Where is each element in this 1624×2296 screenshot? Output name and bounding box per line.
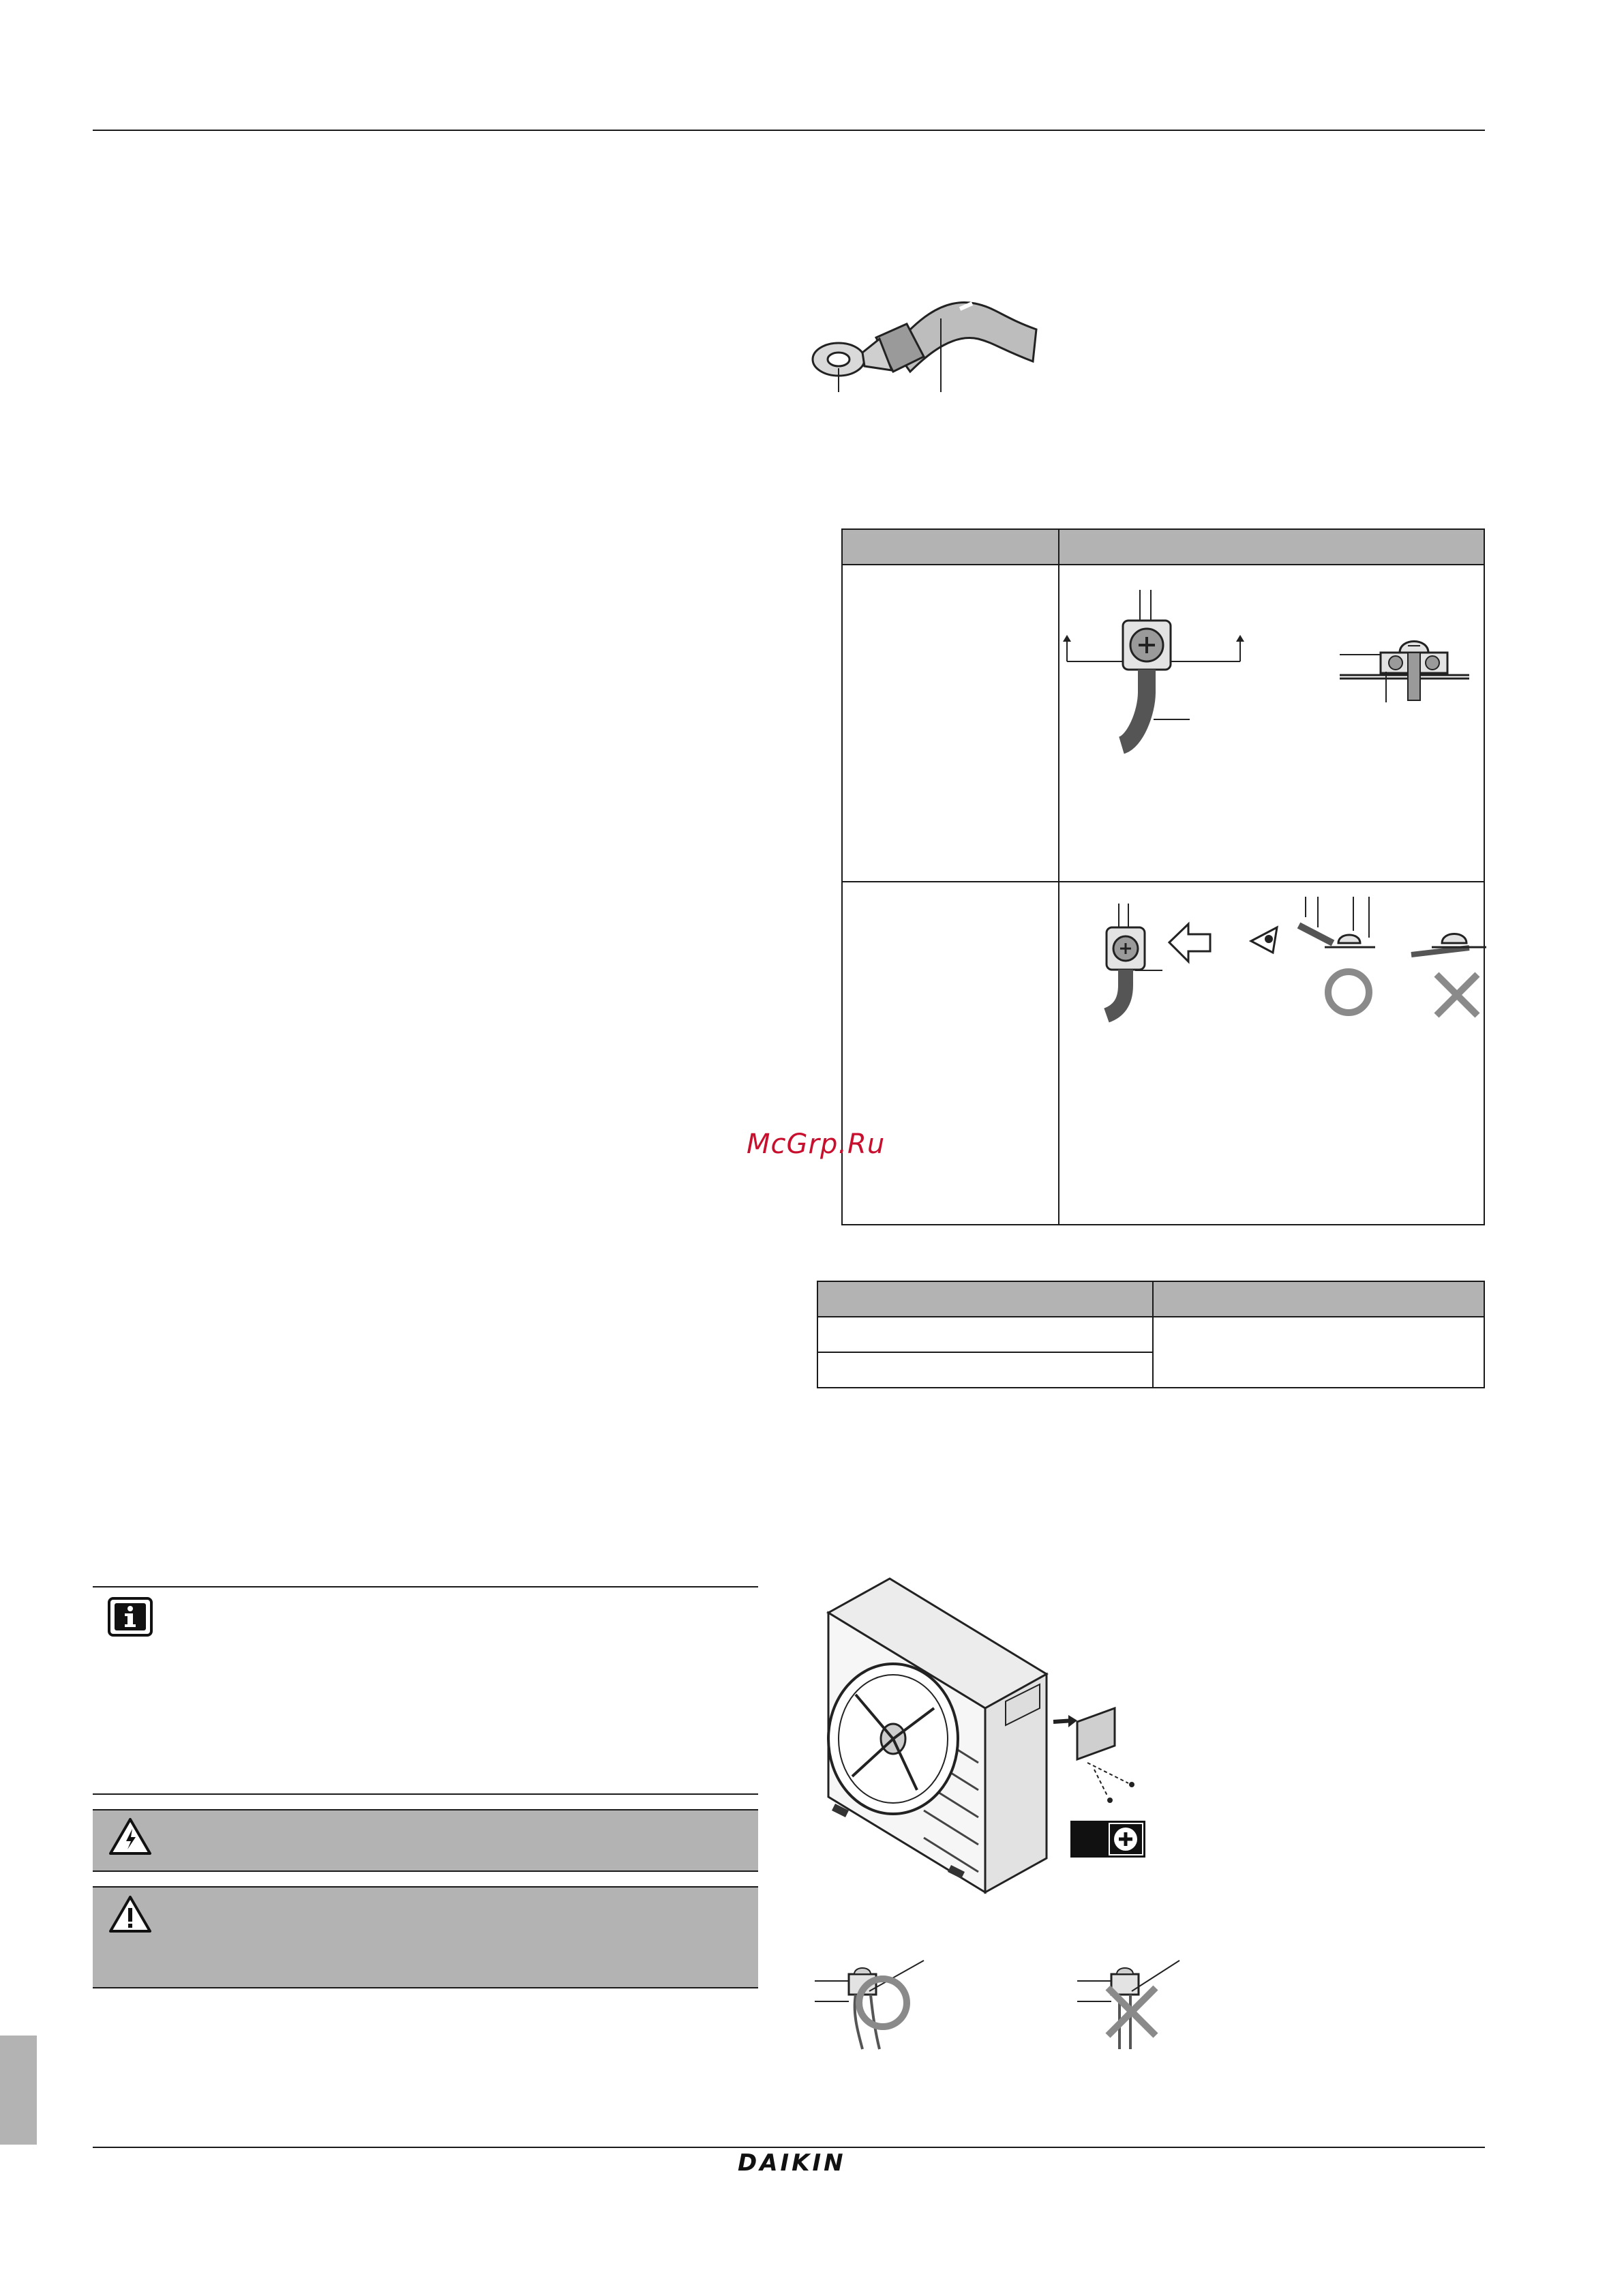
table-header-divider: [841, 564, 1485, 565]
table-row-divider: [841, 881, 1485, 882]
table-header-row: [843, 530, 1484, 564]
terminal-screw-diagram: [1060, 583, 1483, 760]
watermark: McGrp.Ru: [747, 1129, 886, 1160]
electric-hazard-icon: [108, 1817, 153, 1856]
terminal-mounting-correct-incorrect: [1060, 890, 1486, 1033]
daikin-logo: DAIKIN: [738, 2149, 846, 2177]
warning-icon: [108, 1894, 153, 1934]
footer-rule: [93, 2147, 1485, 2148]
header-rule: [93, 130, 1485, 131]
warning-notice: [93, 1886, 758, 1988]
table-column-divider: [1058, 528, 1059, 1225]
spec-table-header-row: [818, 1282, 1484, 1316]
ring-terminal-illustration: [811, 276, 1050, 399]
spec-table-column-divider: [1152, 1281, 1154, 1388]
cable-clamp-incorrect-illustration: [1077, 1960, 1200, 2049]
info-notice-top-rule: [93, 1586, 758, 1587]
cable-clamp-correct-illustration: [815, 1960, 937, 2049]
info-notice-bottom-rule: [93, 1793, 758, 1795]
info-icon: [108, 1597, 153, 1637]
outdoor-unit-service-cover-illustration: [815, 1572, 1169, 1892]
electric-hazard-notice: [93, 1809, 758, 1872]
spec-table-row-divider: [817, 1352, 1154, 1353]
side-chapter-tab: [0, 2036, 37, 2145]
spec-table-header-divider: [817, 1316, 1485, 1317]
